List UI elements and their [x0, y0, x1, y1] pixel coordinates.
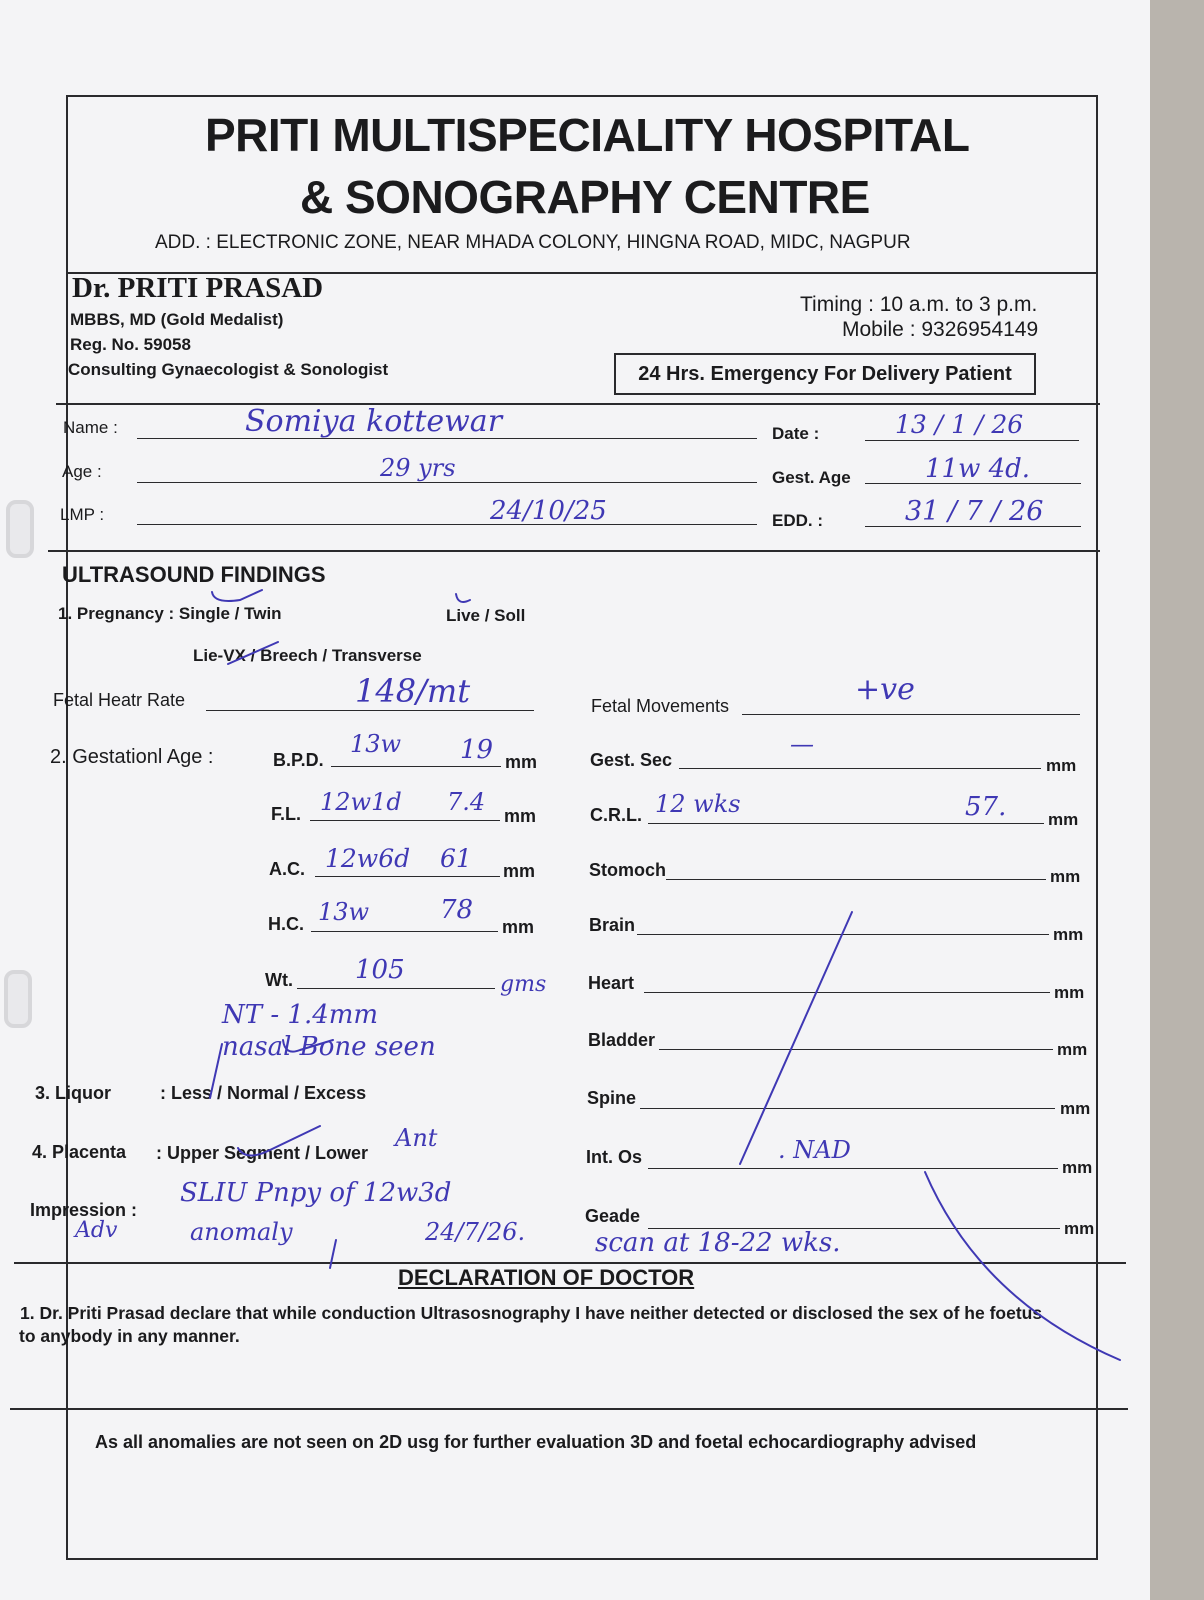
fm-value: +ve — [855, 672, 915, 707]
age-value: 29 yrs — [380, 454, 456, 482]
doctor-reg: Reg. No. 59058 — [70, 335, 191, 354]
name-label: Name : — [63, 418, 118, 437]
geade-label: Geade — [585, 1206, 641, 1226]
wt-value: 105 — [355, 955, 405, 985]
int-os-unit: mm — [1062, 1158, 1093, 1177]
ga-label: 2. Gestationl Age : — [50, 746, 214, 768]
hc-unit: mm — [502, 917, 535, 937]
pen-stroke — [330, 1240, 336, 1268]
fl-weeks: 12w1d — [320, 788, 402, 816]
edd-label: EDD. : — [772, 511, 823, 530]
declaration-text: 1. Dr. Priti Prasad declare that while conduction Ultrasosnography I have neither detected or disclosed the sex of he foetus — [20, 1303, 1043, 1323]
tick-live — [456, 594, 470, 602]
date-value: 13 / 1 / 26 — [895, 410, 1024, 439]
cross-out-curve — [925, 1172, 1120, 1360]
name-value: Somiya kottewar — [245, 404, 503, 439]
impression-line1: SLIU Pnpy of 12w3d — [180, 1178, 452, 1208]
binder-ring — [4, 970, 32, 1028]
heart-label: Heart — [588, 973, 635, 993]
crl-unit: mm — [1048, 810, 1079, 829]
gest-sac-unit: mm — [1046, 756, 1077, 775]
brain-label: Brain — [589, 915, 636, 935]
ac-weeks: 12w6d — [325, 844, 411, 873]
declaration-heading: DECLARATION OF DOCTOR — [398, 1265, 695, 1290]
gest-age-value: 11w 4d. — [925, 454, 1031, 484]
hospital-name: PRITI MULTISPECIALITY HOSPITAL — [205, 109, 970, 161]
liquor-label: 3. Liquor — [35, 1083, 111, 1103]
int-os-label: Int. Os — [586, 1147, 643, 1167]
ac-value: 61 — [440, 844, 472, 873]
footer-note: As all anomalies are not seen on 2D usg for further evaluation 3D and foetal echocardiography advised — [95, 1432, 977, 1452]
hospital-subtitle: & SONOGRAPHY CENTRE — [300, 171, 870, 223]
fl-value: 7.4 — [447, 788, 486, 816]
int-os-value: . NAD — [778, 1136, 851, 1164]
placenta-label: 4. Placenta — [32, 1142, 127, 1162]
stomach-label: Stomoch — [589, 860, 667, 880]
fm-label: Fetal Movements — [591, 696, 730, 716]
hospital-address: ADD. : ELECTRONIC ZONE, NEAR MHADA COLONY, HINGNA ROAD, MIDC, NAGPUR — [155, 232, 911, 253]
tick-single — [212, 590, 262, 601]
nasal-bone-note: nasal Bone seen — [222, 1032, 436, 1062]
emergency-badge: 24 Hrs. Emergency For Delivery Patient — [614, 353, 1036, 395]
tick-placenta — [238, 1126, 320, 1156]
pen-stroke — [210, 1044, 222, 1098]
doctor-role: Consulting Gynaecologist & Sonologist — [68, 360, 389, 379]
crl-value: 57. — [965, 792, 1007, 822]
crl-label: C.R.L. — [590, 805, 642, 825]
hc-weeks: 13w — [318, 898, 370, 926]
doctor-degree: MBBS, MD (Gold Medalist) — [70, 310, 284, 329]
stomach-unit: mm — [1050, 867, 1081, 886]
impression-advice: Adv — [75, 1218, 118, 1243]
fhr-value: 148/mt — [355, 672, 471, 710]
impression-label: Impression : — [30, 1200, 138, 1220]
gest-sac-value: — — [790, 730, 814, 758]
lmp-label: LMP : — [60, 505, 105, 524]
lmp-value: 24/10/25 — [490, 496, 607, 526]
pregnancy-field: 1. Pregnancy : Single / Twin — [58, 604, 282, 623]
bpd-weeks: 13w — [350, 730, 402, 758]
spine-label: Spine — [587, 1088, 637, 1108]
gest-sac-label: Gest. Sec — [590, 750, 673, 770]
impression-line2: anomaly — [190, 1218, 293, 1246]
timing: Timing : 10 a.m. to 3 p.m. — [800, 293, 1038, 316]
edd-value: 31 / 7 / 26 — [905, 496, 1044, 527]
age-label: Age : — [62, 462, 102, 481]
ac-unit: mm — [503, 861, 536, 881]
tick-lie — [228, 642, 278, 664]
heart-unit: mm — [1054, 983, 1085, 1002]
gest-age-label: Gest. Age — [772, 468, 851, 487]
fhr-label: Fetal Heatr Rate — [53, 690, 186, 710]
geade-unit: mm — [1064, 1219, 1095, 1238]
bpd-unit: mm — [505, 752, 538, 772]
doctor-name: Dr. PRITI PRASAD — [72, 272, 324, 304]
nt-note: NT - 1.4mm — [222, 1000, 379, 1030]
bpd-value: 19 — [460, 735, 494, 765]
spine-unit: mm — [1060, 1099, 1091, 1118]
binder-ring — [6, 500, 34, 558]
bpd-label: B.P.D. — [273, 750, 324, 770]
wt-unit: gms — [500, 972, 547, 997]
bladder-unit: mm — [1057, 1040, 1088, 1059]
impression-scan: scan at 18-22 wks. — [595, 1228, 841, 1258]
crl-weeks: 12 wks — [655, 790, 741, 818]
placenta-value: Ant — [395, 1124, 438, 1152]
brain-unit: mm — [1053, 925, 1084, 944]
placenta-options: : Upper Segment / Lower — [156, 1143, 369, 1163]
bladder-label: Bladder — [588, 1030, 656, 1050]
liquor-options: : Less / Normal / Excess — [160, 1083, 367, 1103]
ac-label: A.C. — [269, 859, 305, 879]
cross-out-line — [740, 912, 852, 1164]
fl-unit: mm — [504, 806, 537, 826]
wt-label: Wt. — [265, 970, 293, 990]
date-label: Date : — [772, 424, 820, 443]
fl-label: F.L. — [271, 804, 301, 824]
declaration-text-cont: to anybody in any manner. — [19, 1326, 240, 1346]
lie-field: Lie-VX / Breech / Transverse — [193, 646, 422, 665]
findings-heading: ULTRASOUND FINDINGS — [62, 562, 326, 587]
live-field: Live / Soll — [446, 606, 526, 625]
hc-value: 78 — [440, 895, 474, 925]
mobile: Mobile : 9326954149 — [842, 318, 1039, 341]
impression-date: 24/7/26. — [425, 1218, 526, 1246]
hc-label: H.C. — [268, 914, 304, 934]
tick-liquor — [283, 1040, 333, 1052]
